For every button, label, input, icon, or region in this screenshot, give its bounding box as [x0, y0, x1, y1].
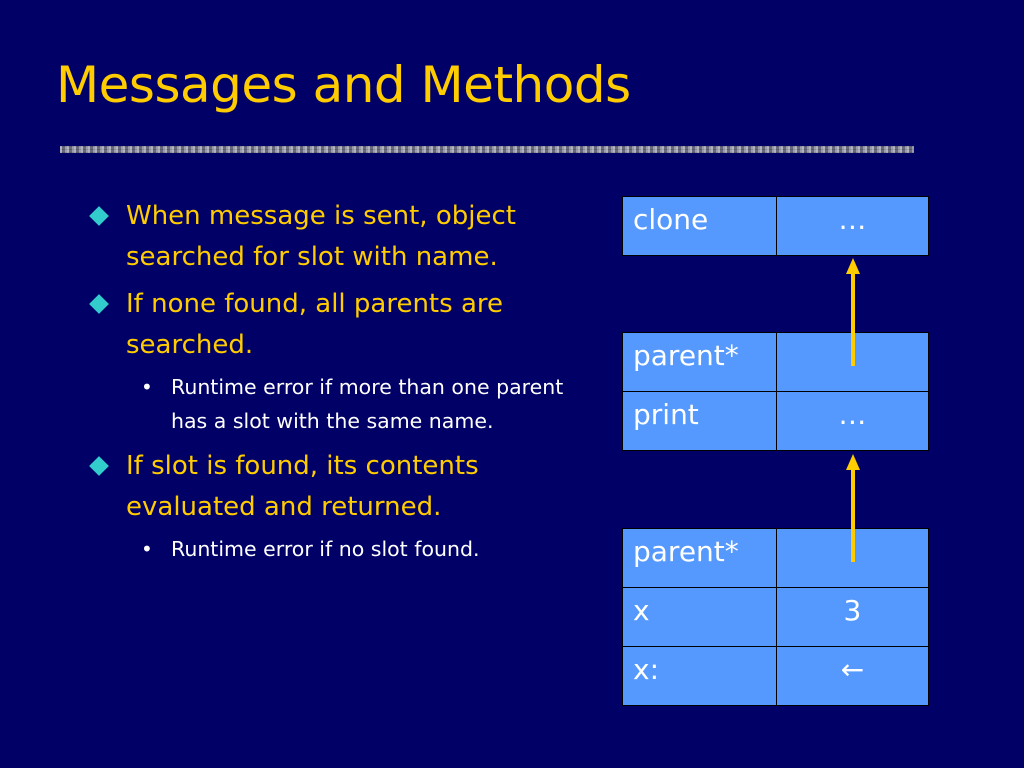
title-divider: [60, 146, 914, 153]
object-print-prototype: [622, 332, 929, 451]
slot-name: x:: [623, 647, 777, 706]
bullet-item: [88, 284, 578, 366]
diamond-bullet-icon: [89, 294, 109, 314]
slot-name: parent*: [623, 529, 777, 588]
bullet-text: If slot is found, its contents evaluated and returned.: [126, 451, 479, 522]
slot-row: [623, 588, 929, 647]
object-x-instance: [622, 528, 929, 706]
slot-row: [623, 529, 929, 588]
slot-name: clone: [623, 197, 777, 256]
slot-row: [623, 392, 929, 451]
slot-name: x: [623, 588, 777, 647]
sub-bullet-text: Runtime error if no slot found.: [171, 537, 480, 561]
dot-bullet-icon: •: [141, 537, 153, 561]
slot-value: [776, 333, 928, 392]
bullet-item: [88, 446, 578, 528]
arrowhead-icon: [846, 258, 860, 274]
diamond-bullet-icon: [89, 456, 109, 476]
slot-row: [623, 647, 929, 706]
sub-bullet-item: [133, 532, 578, 566]
slot-value: [776, 529, 928, 588]
arrowhead-icon: [846, 454, 860, 470]
slot-value: ←: [776, 647, 928, 706]
slot-name: print: [623, 392, 777, 451]
bullet-list: [88, 196, 578, 574]
bullet-text: When message is sent, object searched for slot with name.: [126, 201, 516, 272]
dot-bullet-icon: •: [141, 375, 153, 399]
diamond-bullet-icon: [89, 206, 109, 226]
sub-bullet-text: Runtime error if more than one parent has a slot with the same name.: [171, 375, 564, 433]
bullet-text: If none found, all parents are searched.: [126, 289, 503, 360]
slide-title: Messages and Methods: [56, 56, 631, 114]
slot-row: [623, 197, 929, 256]
slot-name: parent*: [623, 333, 777, 392]
bullet-item: [88, 196, 578, 278]
slot-row: [623, 333, 929, 392]
sub-bullet-item: [133, 370, 578, 438]
object-clone-prototype: [622, 196, 929, 256]
slot-value: …: [776, 197, 928, 256]
slot-value: 3: [776, 588, 928, 647]
slot-value: …: [776, 392, 928, 451]
